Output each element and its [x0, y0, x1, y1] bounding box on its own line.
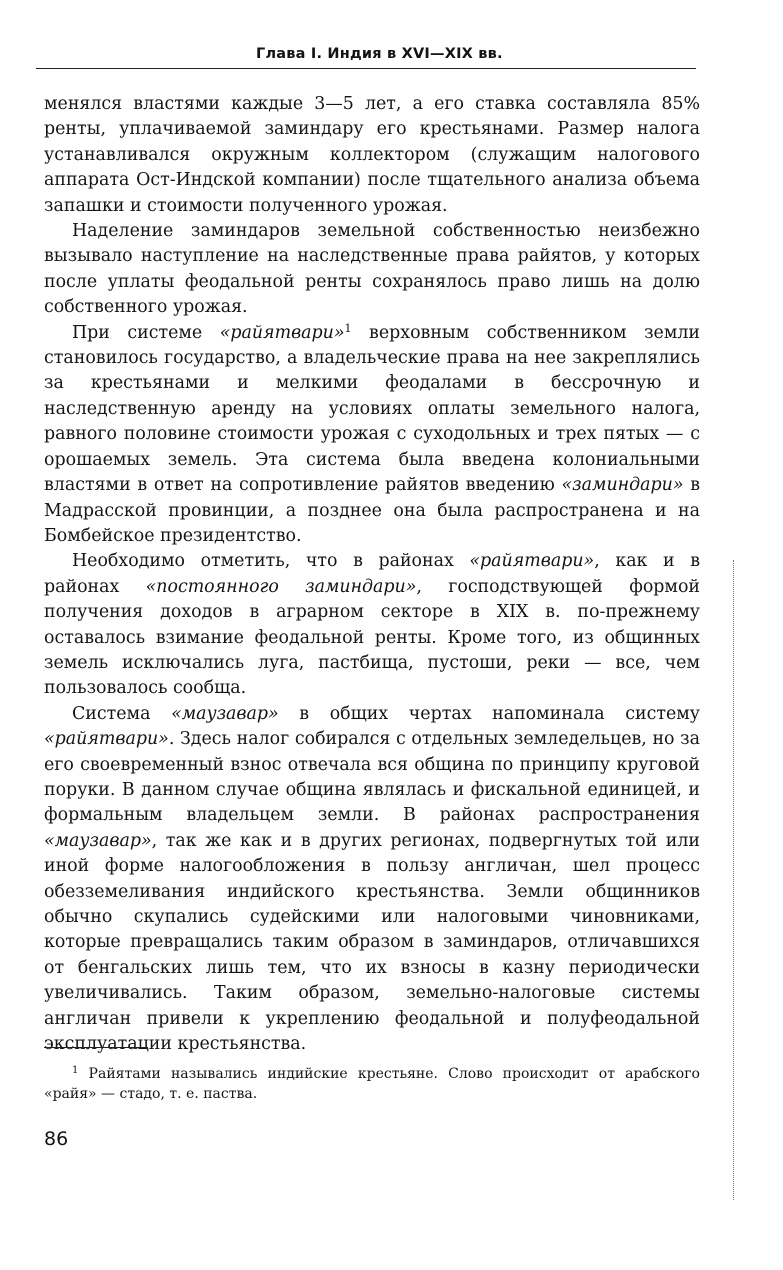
- paragraph-4-text-a: Необходимо отметить, что в районах: [72, 551, 470, 572]
- scan-margin-line: [733, 560, 735, 1200]
- term-rayyatvari: «райятвари»: [219, 322, 345, 343]
- footnote-text: Райятами назывались индийские крестьяне. Слово происходит от арабского «райя» — стадо, т. е. паства.: [44, 1066, 700, 1102]
- term-zamindari: «заминдари»: [561, 475, 684, 496]
- paragraph-4-text-c: , господствующей формой получения доходов в аграрном секторе в XIX в. по-прежнему оставалось взимание феодальной ренты. Кроме того, из общинных земель исключались луга, пастбища, пустоши, реки — все, чем пользовалось сообща.: [44, 576, 701, 699]
- term-rayyatvari-2: «райятвари»: [469, 551, 595, 572]
- paragraph-2: Наделение заминдаров земельной собственностью неизбежно вызывало наступление на наследственные права райятов, у которых после уплаты феодальной ренты сохранялось право лишь на долю собственного урожая.: [44, 221, 700, 318]
- paragraph-5-text-c: . Здесь налог собирался с отдельных земледельцев, но за его своевременный взнос отвечала вся община по принципу круговой поруки. В данном случае община являлась и фискальной единицей, и формальным владельцем земли. В районах распространения: [44, 729, 700, 826]
- paragraph-1: менялся властями каждые 3—5 лет, а его ставка составляла 85% ренты, уплачиваемой заминдару его крестьянами. Размер налога устанавливался окружным коллектором (служащим налогового аппарата Ост-Индской компании) после тщательного анализа объема запашки и стоимости полученного урожая.: [44, 94, 700, 216]
- paragraph-3-text-b: верховным собственником земли становилось государство, а владельческие права на нее закреплялись за крестьянами и мелкими феодалами в бессрочную и наследственную аренду на условиях оплаты земельного налога, равного половине стоимости урожая с суходольных и трех пятых — с орошаемых земель. Эта система была введена колониальными властями в ответ на сопротивление райятов введению: [44, 322, 701, 496]
- footnote-rule: [44, 1047, 148, 1048]
- paragraph-4-text-b: , как и в районах: [44, 551, 700, 597]
- paragraph-4: [44, 549, 700, 701]
- body-text: [44, 92, 700, 1057]
- paragraph-3: [44, 321, 700, 550]
- term-mauzavar: «маузавар»: [171, 703, 279, 724]
- running-header: [36, 46, 696, 69]
- footnote-reference: 1: [344, 321, 352, 335]
- paragraph-3-text-c: в Мадрасской провинции, а позднее она была распространена и на Бомбейское президентство.: [44, 475, 700, 546]
- paragraph-3-text-a: При системе: [72, 322, 220, 343]
- term-mauzavar-2: «маузавар»: [44, 830, 152, 851]
- term-permanent-zamindari: «постоянного заминдари»: [145, 576, 417, 597]
- paragraph-5-text-a: Система: [72, 703, 172, 724]
- paragraph-5-text-b: в общих чертах напоминала систему: [278, 703, 700, 724]
- footnote-mark: 1: [72, 1065, 79, 1076]
- paragraph-5-text-d: , так же как и в других регионах, подвергнутых той или иной форме налогообложения в пользу англичан, шел процесс обезземеливания индийского крестьянства. Земли общинников обычно скупались судейскими или налоговыми чиновниками, которые превращались таким образом в заминдаров, отличавшихся от бенгальских лишь тем, что их взносы в казну периодически увеличивались. Таким образом, земельно-налоговые системы англичан привели к укреплению феодальной и полуфеодальной эксплуатации крестьянства.: [44, 830, 700, 1055]
- page-number: 86: [44, 1128, 69, 1150]
- term-rayyatvari-3: «райятвари»: [44, 729, 169, 750]
- footnote: [44, 1064, 700, 1104]
- paragraph-5: [44, 702, 700, 1058]
- running-title: Глава I. Индия в XVI—XIX вв.: [256, 46, 503, 62]
